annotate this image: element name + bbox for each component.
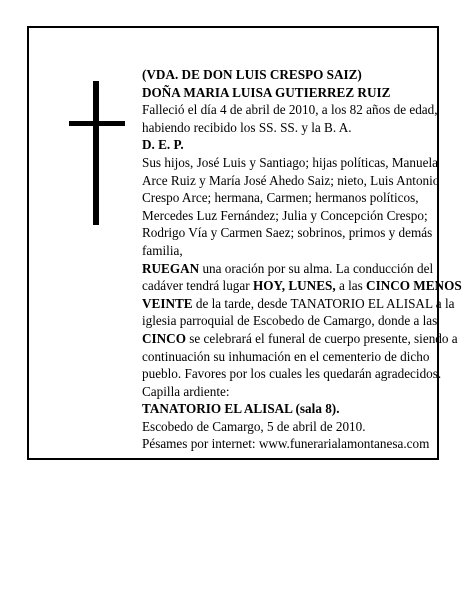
rip-line: D. E. P. [142,137,184,153]
cross-icon [93,81,99,225]
death-statement: Falleció el día 4 de abril de 2010, a los 82 años de edad, habiendo recibido los SS. SS. y la B. A. [142,102,438,135]
chapel-location: TANATORIO EL ALISAL (sala 8). [142,401,340,417]
cross-icon-bar [69,121,125,126]
family-list: Sus hijos, José Luis y Santiago; hijas políticas, Manuela Arce Ruiz y María José Ahedo Saiz; nieto, Luis Antonio Crespo Arce; hermana, Carmen; hermanos políticos, Mercedes Luz Fernández; Julia y Concepción Crespo; Rodrigo Vía y Carmen Saez; sobrinos, primos y demás familia, [142,154,440,258]
widow-header: (VDA. DE DON LUIS CRESPO SAIZ) [142,67,362,82]
condolences-line: Pésames por internet: www.funerarialamontanesa.com [142,436,430,452]
obituary-notice [27,26,462,460]
place-date: Escobedo de Camargo, 5 de abril de 2010. [142,418,366,434]
deceased-name: DOÑA MARIA LUISA GUTIERREZ RUIZ [142,84,391,100]
notice-text [142,66,464,453]
service-details: RUEGAN una oración por su alma. La conducción del cadáver tendrá lugar HOY, LUNES, a las CINCO MENOS VEINTE de la tarde, desde TANATORIO EL ALISAL a la iglesia parroquial de Escobedo de Camargo, donde a las CINCO se celebrará el funeral de cuerpo presente, siendo a continuación su inhumación en el cementerio de dicho pueblo. Favores por los cuales les quedarán agradecidos. Capilla ardiente: [142,260,462,399]
